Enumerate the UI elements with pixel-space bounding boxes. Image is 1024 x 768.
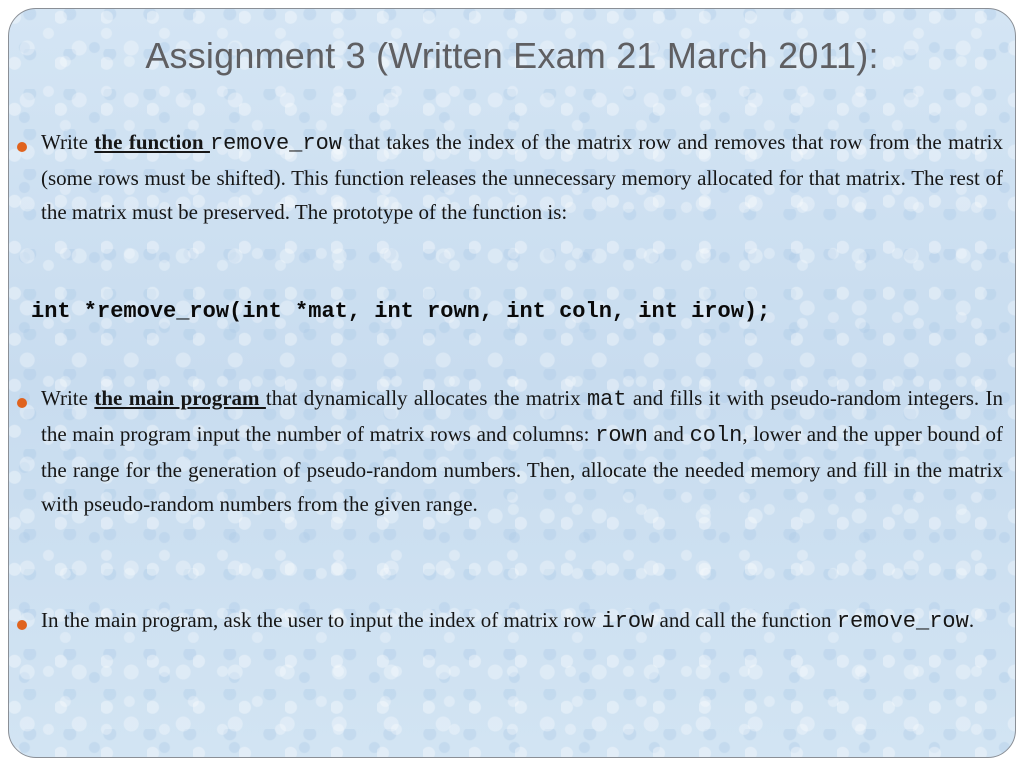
text-segment: Write xyxy=(41,386,95,410)
slide xyxy=(8,8,1016,758)
code-remove-row: remove_row xyxy=(836,609,969,634)
text-segment: and xyxy=(647,422,690,446)
code-irow: irow xyxy=(601,609,655,634)
text-segment: and fills it with pseudo-random integers. In the main program input the number of matrix rows and columns: xyxy=(41,386,1003,446)
code-remove-row: remove_row xyxy=(209,131,342,156)
text-segment: In the main program, ask the user to input the index of matrix row xyxy=(41,608,602,632)
slide-title: Assignment 3 (Written Exam 21 March 2011): xyxy=(145,35,879,76)
paragraph-main-program xyxy=(41,381,1003,521)
code-rown: rown xyxy=(595,423,648,448)
text-segment: and call the function xyxy=(654,608,837,632)
paragraph-function-description xyxy=(41,125,1003,229)
code-mat: mat xyxy=(586,387,627,412)
text-segment: Write xyxy=(41,130,95,154)
text-segment: , lower and the upper bound of the range for the generation of pseudo-random numbers. Then, allocate the needed memory and fill in the matrix with pseudo-random numbers from the given range. xyxy=(41,422,1004,516)
emphasis-the-main-program: the main program xyxy=(94,386,266,410)
code-coln: coln xyxy=(689,423,743,448)
bullet-dot-icon xyxy=(17,142,27,152)
text-segment: that takes the index of the matrix row and removes that row from the matrix (some rows must be shifted). This function releases the unnecessary memory allocated for that matrix. The rest of the matrix must be preserved. The prototype of the function is: xyxy=(41,130,1003,224)
paragraph-call-function xyxy=(41,603,1003,639)
bullet-dot-icon xyxy=(17,620,27,630)
text-segment: that dynamically allocates the matrix xyxy=(265,386,587,410)
emphasis-the-function: the function xyxy=(94,130,210,154)
bullet-dot-icon xyxy=(17,398,27,408)
text-segment: . xyxy=(968,608,975,632)
function-prototype: int *remove_row(int *mat, int rown, int coln, int irow); xyxy=(31,299,771,324)
